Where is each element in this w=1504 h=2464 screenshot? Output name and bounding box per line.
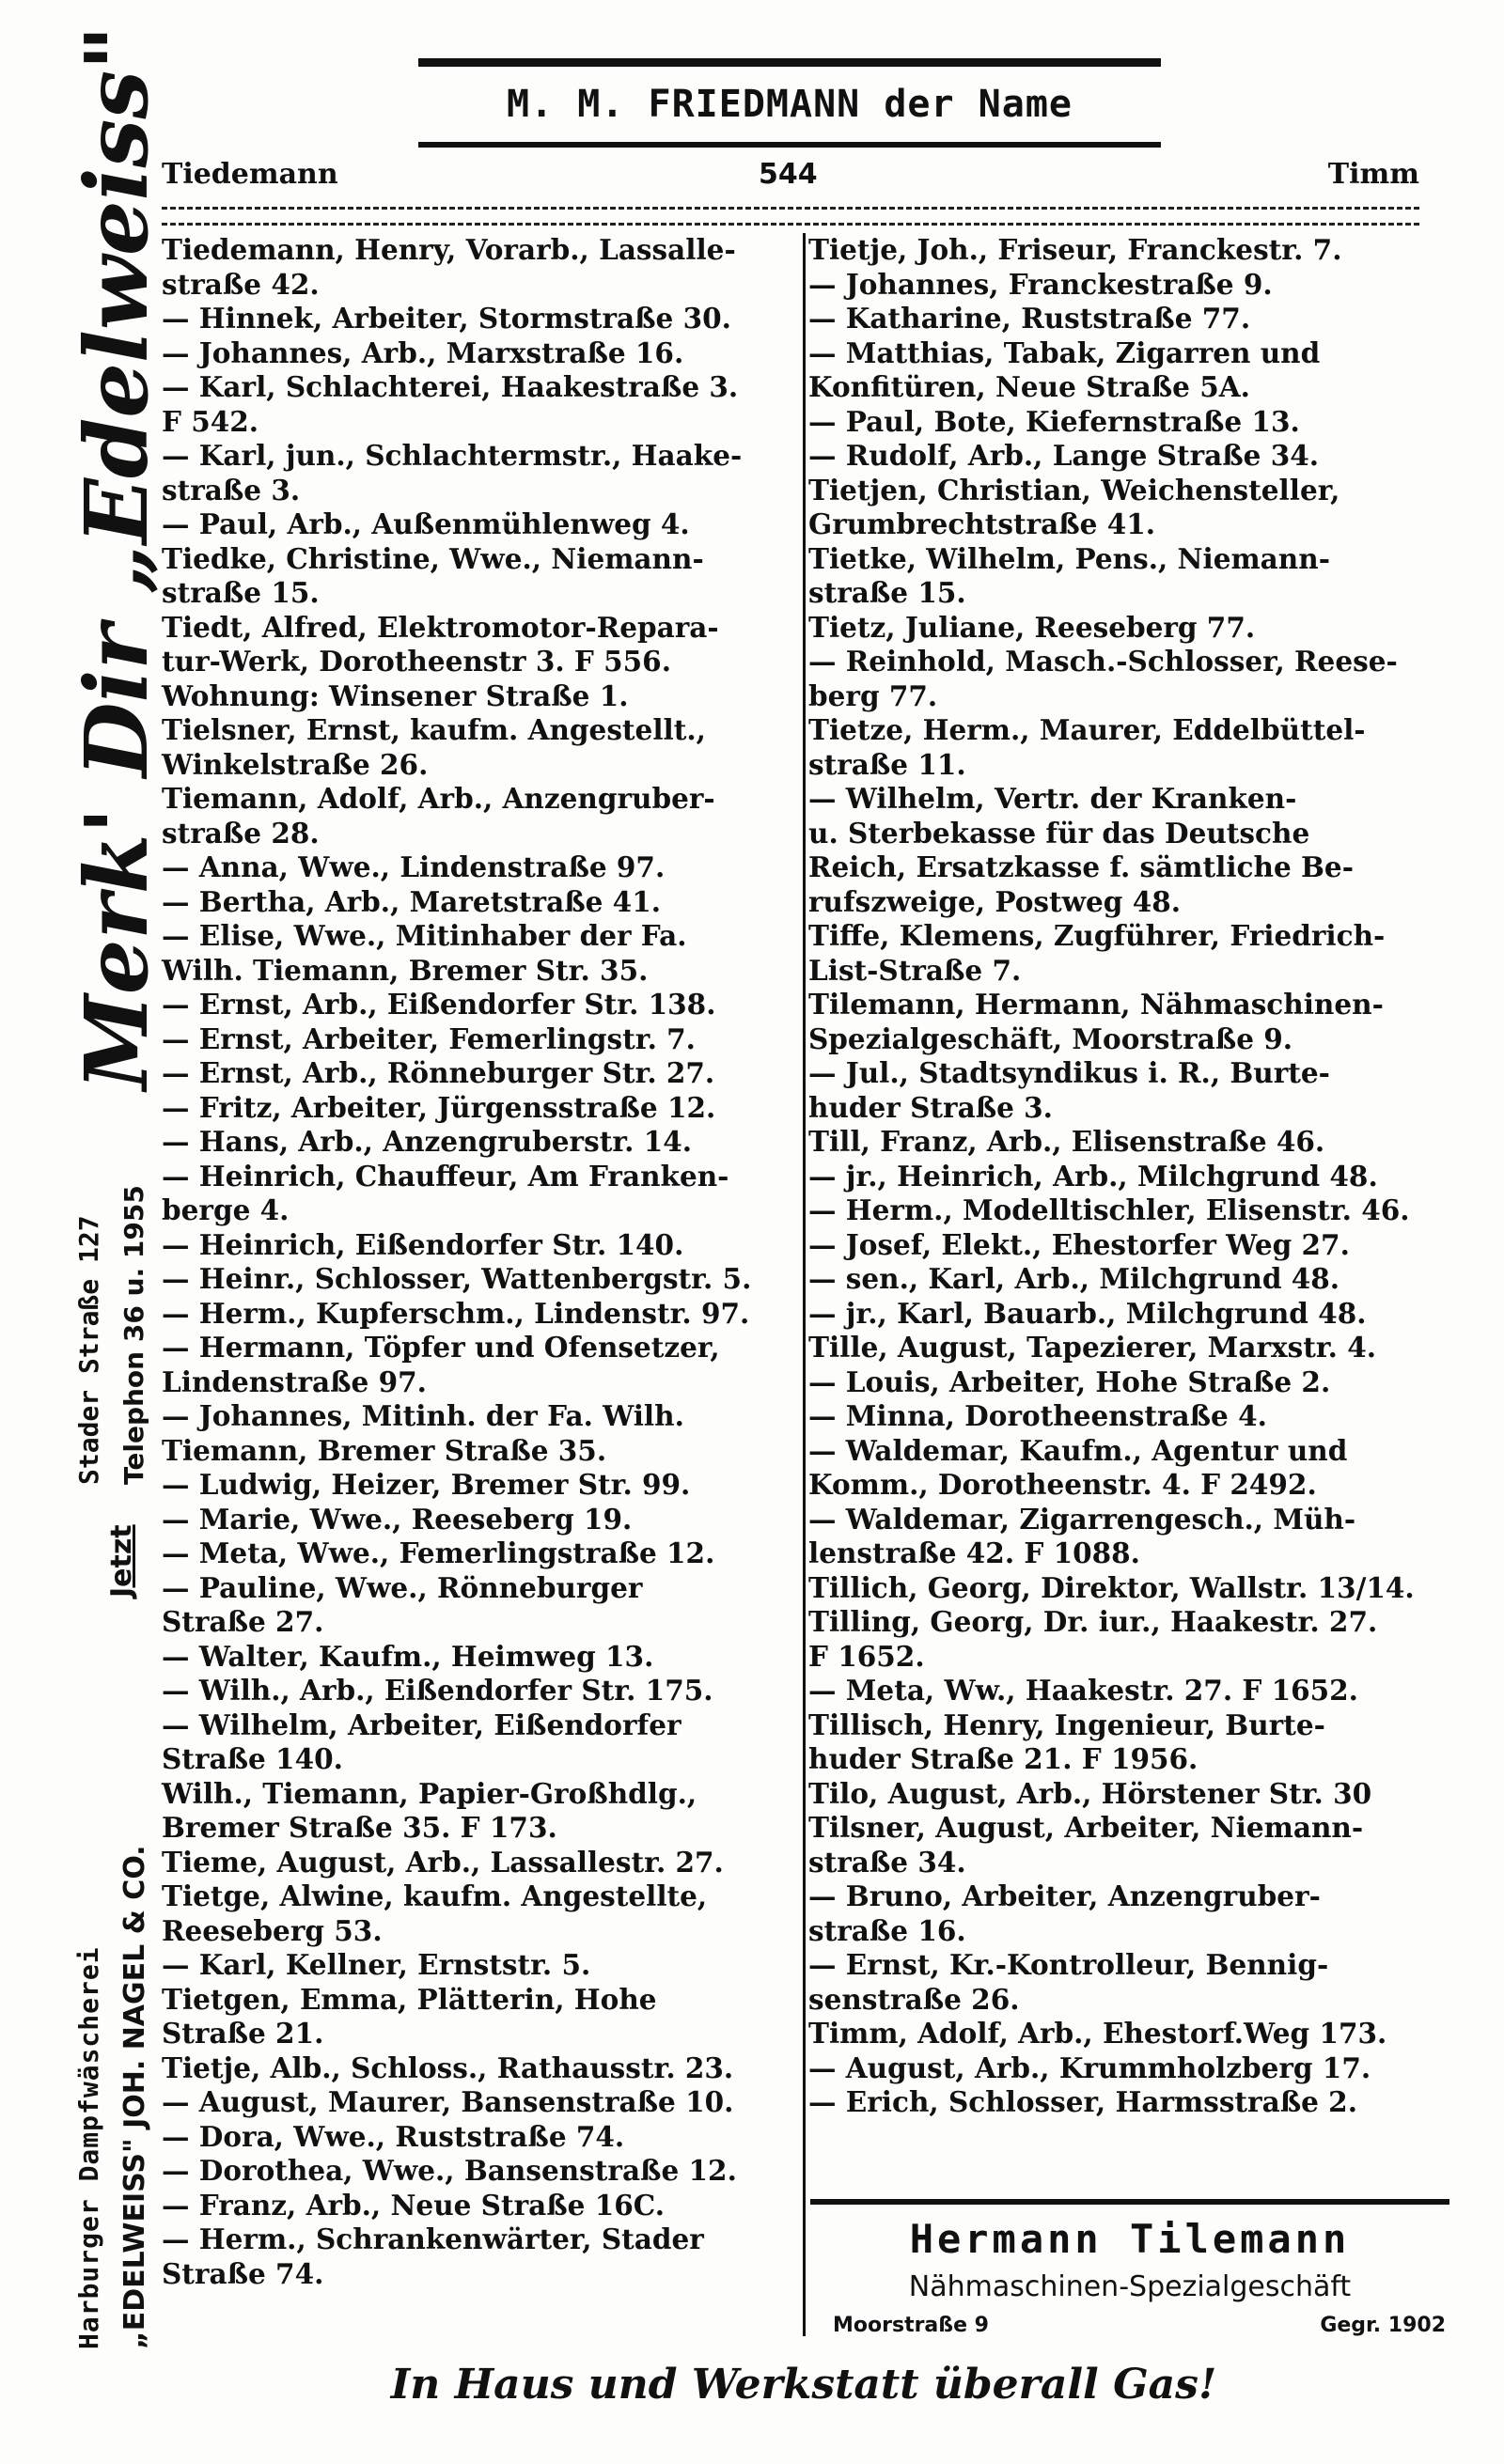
directory-entry: — Herm., Schrankenwärter, Stader Straße 74.: [162, 2222, 704, 2290]
directory-entry: Tiedke, Christine, Wwe., Niemann- straße 15.: [162, 541, 704, 609]
directory-entry: — Wilhelm, Arbeiter, Eißendorfer Straße 140.: [162, 1708, 682, 1775]
ad-address: Moorstraße 9: [833, 2314, 989, 2337]
running-head-right: Timm: [1327, 158, 1419, 191]
running-head-left: Tiedemann: [162, 158, 338, 191]
directory-entry: — Jul., Stadtsyndikus i. R., Burte- huder Straße 3.: [808, 1056, 1330, 1124]
directory-entry: Wilh., Tiemann, Papier-Großhdlg., Bremer Straße 35. F 173.: [162, 1776, 697, 1844]
top-banner: [418, 58, 1161, 148]
directory-entry: — Ernst, Arb., Rönneburger Str. 27.: [162, 1056, 715, 1089]
directory-entry: — Erich, Schlosser, Harmsstraße 2.: [808, 2085, 1357, 2118]
directory-entry: — Ernst, Kr.-Kontrolleur, Bennig- senstraße 26.: [808, 1948, 1329, 2016]
directory-entry: — Bertha, Arb., Maretstraße 41.: [162, 884, 661, 918]
directory-entry: Tillisch, Henry, Ingenieur, Burte- huder Straße 21. F 1956.: [808, 1708, 1325, 1775]
directory-entry: Timm, Adolf, Arb., Ehestorf.Weg 173.: [808, 2017, 1387, 2050]
directory-entry: — Karl, Kellner, Ernststr. 5.: [162, 1948, 591, 1981]
directory-entry: — August, Maurer, Bansenstraße 10.: [162, 2085, 734, 2118]
directory-entry: — Franz, Arb., Neue Straße 16C.: [162, 2188, 666, 2222]
directory-entry: — Karl, jun., Schlachtermstr., Haake- straße 3.: [162, 439, 743, 507]
advertisement-tilemann: [810, 2199, 1449, 2355]
directory-entry: — Minna, Dorotheenstraße 4.: [808, 1399, 1267, 1432]
directory-entry: Tiffe, Klemens, Zugführer, Friedrich- List-Straße 7.: [808, 919, 1386, 987]
ad-description: Nähmaschinen-Spezialgeschäft: [908, 2270, 1352, 2303]
sidebar-stader: Stader Straße 127: [73, 1215, 104, 1485]
directory-entry: — Johannes, Mitinh. der Fa. Wilh. Tiemann, Bremer Straße 35.: [162, 1399, 684, 1467]
column-divider: [803, 233, 806, 2336]
directory-entry: — jr., Karl, Bauarb., Milchgrund 48.: [808, 1296, 1367, 1330]
directory-entry: — Johannes, Franckestraße 9.: [808, 267, 1273, 301]
banner-title: M. M. FRIEDMANN der Name: [507, 83, 1073, 126]
directory-entry: — Waldemar, Kaufm., Agentur und Komm., Dorotheenstr. 4. F 2492.: [808, 1433, 1348, 1501]
directory-entry: — Johannes, Arb., Marxstraße 16.: [162, 335, 684, 369]
directory-entry: — Dorothea, Wwe., Bansenstraße 12.: [162, 2154, 737, 2187]
directory-entry: Tietje, Alb., Schloss., Rathausstr. 23.: [162, 2051, 734, 2084]
right-column: [808, 233, 1419, 2141]
directory-entry: — Pauline, Wwe., Rönneburger Straße 27.: [162, 1570, 643, 1638]
directory-entry: — Fritz, Arbeiter, Jürgensstraße 12.: [162, 1090, 716, 1124]
directory-entry: — Wilh., Arb., Eißendorfer Str. 175.: [162, 1674, 713, 1707]
directory-entry: Tietz, Juliane, Reeseberg 77.: [808, 610, 1256, 644]
directory-entry: — Paul, Bote, Kiefernstraße 13.: [808, 404, 1300, 438]
directory-entry: Tieme, August, Arb., Lassallestr. 27.: [162, 1845, 724, 1879]
directory-entry: Tietgen, Emma, Plätterin, Hohe Straße 21.: [162, 1982, 657, 2050]
directory-entry: — Paul, Arb., Außenmühlenweg 4.: [162, 507, 690, 540]
directory-entry: — Herm., Kupferschm., Lindenstr. 97.: [162, 1296, 750, 1330]
directory-entry: — Hans, Arb., Anzengruberstr. 14.: [162, 1125, 693, 1158]
directory-entry: — Karl, Schlachterei, Haakestraße 3. F 542.: [162, 370, 739, 438]
directory-entry: — Heinrich, Chauffeur, Am Franken- berge 4.: [162, 1159, 729, 1226]
directory-entry: — Wilhelm, Vertr. der Kranken- u. Sterbekasse für das Deutsche Reich, Ersatzkasse f. sämtliche Be- rufszweige, Postweg 48.: [808, 782, 1354, 918]
directory-entry: — Ernst, Arb., Eißendorfer Str. 138.: [162, 988, 716, 1021]
directory-entry: — Ernst, Arbeiter, Femerlingstr. 7.: [162, 1021, 696, 1055]
directory-entry: — Herm., Modelltischler, Elisenstr. 46.: [808, 1193, 1410, 1226]
running-head: [162, 158, 1419, 205]
header-rule: [162, 207, 1419, 226]
directory-entry: — Marie, Wwe., Reeseberg 19.: [162, 1502, 633, 1536]
directory-entry: Tille, August, Tapezierer, Marxstr. 4.: [808, 1331, 1376, 1364]
sidebar-merk: Merk' Dir „Edelweiss": [66, 24, 167, 1090]
directory-entry: Tilemann, Hermann, Nähmaschinen- Spezialgeschäft, Moorstraße 9.: [808, 988, 1384, 1055]
directory-entry: Tietke, Wilhelm, Pens., Niemann- straße 15.: [808, 541, 1330, 609]
page-number: 544: [759, 158, 818, 191]
sidebar-line2: „EDELWEISS" JOH. NAGEL & CO.: [118, 1845, 151, 2349]
directory-entry: — Heinrich, Eißendorfer Str. 140.: [162, 1227, 684, 1261]
directory-entry: — Bruno, Arbeiter, Anzengruber- straße 16.: [808, 1879, 1321, 1947]
directory-entry: Till, Franz, Arb., Elisenstraße 46.: [808, 1125, 1325, 1158]
directory-entry: — Ludwig, Heizer, Bremer Str. 99.: [162, 1468, 691, 1501]
directory-entry: Tilsner, August, Arbeiter, Niemann- straße 34.: [808, 1811, 1364, 1879]
directory-entry: Tietge, Alwine, kaufm. Angestellte, Reeseberg 53.: [162, 1879, 708, 1947]
directory-entry: — jr., Heinrich, Arb., Milchgrund 48.: [808, 1159, 1378, 1193]
sidebar-jetzt: Jetzt: [105, 1524, 138, 1598]
directory-entry: — Hinnek, Arbeiter, Stormstraße 30.: [162, 302, 731, 335]
directory-entry: — Elise, Wwe., Mitinhaber der Fa. Wilh. Tiemann, Bremer Str. 35.: [162, 919, 687, 987]
ad-company-name: Hermann Tilemann: [909, 2216, 1351, 2262]
directory-entry: — August, Arb., Krummholzberg 17.: [808, 2051, 1371, 2084]
directory-entry: — Meta, Wwe., Femerlingstraße 12.: [162, 1536, 715, 1569]
directory-entry: — sen., Karl, Arb., Milchgrund 48.: [808, 1262, 1340, 1295]
directory-entry: — Dora, Wwe., Ruststraße 74.: [162, 2119, 625, 2153]
directory-entry: — Meta, Ww., Haakestr. 27. F 1652.: [808, 1674, 1358, 1707]
directory-entry: Tielsner, Ernst, kaufm. Angestellt., Winkelstraße 26.: [162, 713, 706, 781]
directory-entry: — Katharine, Ruststraße 77.: [808, 302, 1251, 335]
directory-entry: Tietje, Joh., Friseur, Franckestr. 7.: [808, 233, 1342, 266]
directory-entry: — Reinhold, Masch.-Schlosser, Reese- berg 77.: [808, 645, 1398, 712]
directory-entry: Tiemann, Adolf, Arb., Anzengruber- straße 28.: [162, 782, 715, 850]
directory-entry: — Josef, Elekt., Ehestorfer Weg 27.: [808, 1227, 1350, 1261]
directory-entry: — Louis, Arbeiter, Hohe Straße 2.: [808, 1365, 1331, 1398]
directory-entry: Tilling, Georg, Dr. iur., Haakestr. 27. F 1652.: [808, 1605, 1378, 1673]
directory-entry: — Rudolf, Arb., Lange Straße 34.: [808, 439, 1320, 472]
left-column: [162, 233, 778, 2290]
directory-entry: Tiedemann, Henry, Vorarb., Lassalle- straße 42.: [162, 233, 736, 301]
directory-entry: Tietze, Herm., Maurer, Eddelbüttel- straße 11.: [808, 713, 1366, 781]
directory-entry: Tilo, August, Arb., Hörstener Str. 30: [808, 1776, 1372, 1810]
sidebar-telefon: Telephon 36 u. 1955: [118, 1185, 149, 1485]
directory-entry: — Heinr., Schlosser, Wattenbergstr. 5.: [162, 1262, 752, 1295]
ad-founded: Gegr. 1902: [1320, 2314, 1446, 2337]
directory-entry: Tietjen, Christian, Weichensteller, Grumbrechtstraße 41.: [808, 473, 1340, 540]
directory-entry: Tiedt, Alfred, Elektromotor-Repara- tur-Werk, Dorotheenstr 3. F 556. Wohnung: Winsener Straße 1.: [162, 610, 719, 712]
directory-entry: — Waldemar, Zigarrengesch., Müh- lenstraße 42. F 1088.: [808, 1502, 1356, 1569]
directory-entry: — Hermann, Töpfer und Ofensetzer, Lindenstraße 97.: [162, 1331, 720, 1398]
bottom-slogan: In Haus und Werkstatt überall Gas!: [390, 2361, 1217, 2409]
directory-entry: — Matthias, Tabak, Zigarren und Konfitüren, Neue Straße 5A.: [808, 335, 1321, 403]
directory-entry: Tillich, Georg, Direktor, Wallstr. 13/14.: [808, 1570, 1415, 1604]
sidebar-line1: Harburger Dampfwäscherei: [73, 1946, 104, 2349]
directory-entry: — Walter, Kaufm., Heimweg 13.: [162, 1639, 654, 1673]
directory-entry: — Anna, Wwe., Lindenstraße 97.: [162, 850, 666, 883]
